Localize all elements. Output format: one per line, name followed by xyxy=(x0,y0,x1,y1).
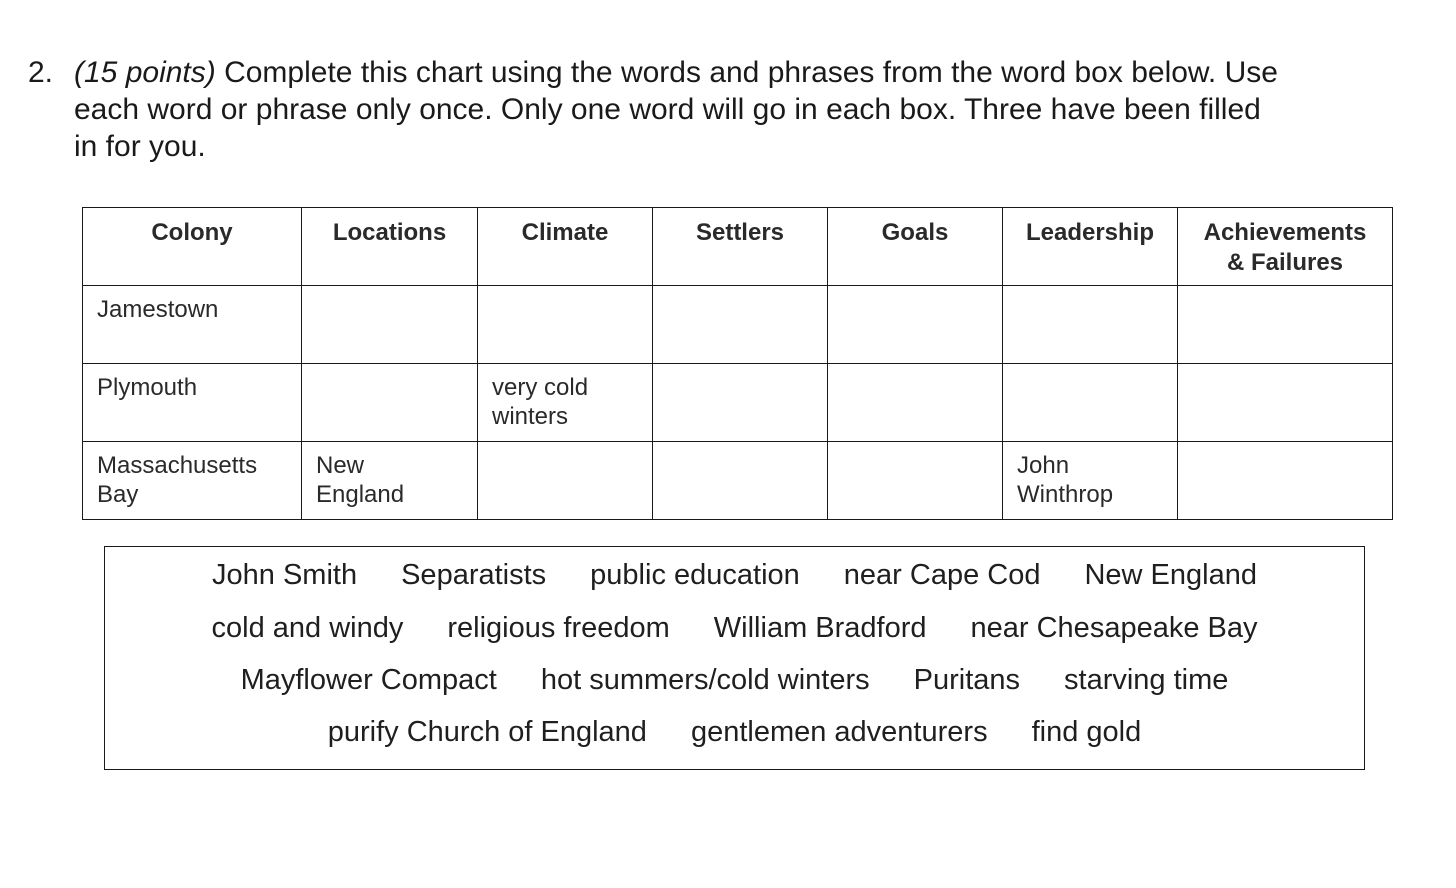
question-number: 2. xyxy=(28,56,54,89)
cell-achievements[interactable] xyxy=(1178,286,1393,364)
cell-climate[interactable] xyxy=(478,286,653,364)
instructions-text-1: Complete this chart using the words and phrases from the word box below. Use xyxy=(215,56,1278,89)
word-item[interactable]: find gold xyxy=(1031,716,1142,748)
word-item[interactable]: starving time xyxy=(1064,664,1229,696)
colony-chart xyxy=(82,207,1393,520)
cell-locations: New England xyxy=(302,442,478,520)
word-item[interactable]: public education xyxy=(590,559,800,591)
word-item[interactable]: hot summers/cold winters xyxy=(540,664,870,696)
cell-climate[interactable] xyxy=(478,442,653,520)
table-row-massachusetts-bay xyxy=(83,442,1393,520)
cell-goals[interactable] xyxy=(828,442,1003,520)
header-row xyxy=(83,208,1393,286)
cell-climate: very cold winters xyxy=(478,364,653,442)
header-achievements-failures: Achievements & Failures xyxy=(1178,208,1393,286)
word-item[interactable]: near Chesapeake Bay xyxy=(970,612,1258,644)
cell-achievements[interactable] xyxy=(1178,442,1393,520)
cell-achievements[interactable] xyxy=(1178,364,1393,442)
header-climate: Climate xyxy=(478,208,653,286)
word-box-row xyxy=(105,716,1364,749)
question-instructions xyxy=(74,54,1394,165)
word-item[interactable]: purify Church of England xyxy=(327,716,647,748)
cell-leadership: John Winthrop xyxy=(1003,442,1178,520)
header-leadership: Leadership xyxy=(1003,208,1178,286)
cell-locations[interactable] xyxy=(302,364,478,442)
cell-settlers[interactable] xyxy=(653,364,828,442)
word-item[interactable]: near Cape Cod xyxy=(843,559,1041,591)
cell-settlers[interactable] xyxy=(653,442,828,520)
cell-settlers[interactable] xyxy=(653,286,828,364)
header-settlers: Settlers xyxy=(653,208,828,286)
word-box-row xyxy=(105,612,1364,645)
word-item[interactable]: Separatists xyxy=(401,559,547,591)
cell-leadership[interactable] xyxy=(1003,286,1178,364)
word-item[interactable]: Puritans xyxy=(913,664,1021,696)
instructions-line-2: each word or phrase only once. Only one word will go in each box. Three have been filled xyxy=(74,93,1261,126)
word-item[interactable]: religious freedom xyxy=(447,612,670,644)
word-item[interactable]: cold and windy xyxy=(211,612,404,644)
word-box-row xyxy=(105,559,1364,592)
header-locations: Locations xyxy=(302,208,478,286)
word-item[interactable]: gentlemen adventurers xyxy=(690,716,988,748)
instructions-line-3: in for you. xyxy=(74,130,206,163)
header-colony: Colony xyxy=(83,208,302,286)
word-item[interactable]: William Bradford xyxy=(713,612,927,644)
cell-colony: Plymouth xyxy=(83,364,302,442)
header-goals: Goals xyxy=(828,208,1003,286)
word-item[interactable]: Mayflower Compact xyxy=(240,664,497,696)
cell-colony: Massachusetts Bay xyxy=(83,442,302,520)
word-box xyxy=(104,546,1365,770)
table-row-jamestown xyxy=(83,286,1393,364)
instructions-line-1 xyxy=(74,54,1394,91)
cell-goals[interactable] xyxy=(828,364,1003,442)
cell-leadership[interactable] xyxy=(1003,364,1178,442)
cell-colony: Jamestown xyxy=(83,286,302,364)
cell-locations[interactable] xyxy=(302,286,478,364)
word-item[interactable]: John Smith xyxy=(212,559,358,591)
word-box-row xyxy=(105,664,1364,697)
cell-goals[interactable] xyxy=(828,286,1003,364)
word-item[interactable]: New England xyxy=(1084,559,1257,591)
question-points: (15 points) xyxy=(74,56,216,89)
table-row-plymouth xyxy=(83,364,1393,442)
